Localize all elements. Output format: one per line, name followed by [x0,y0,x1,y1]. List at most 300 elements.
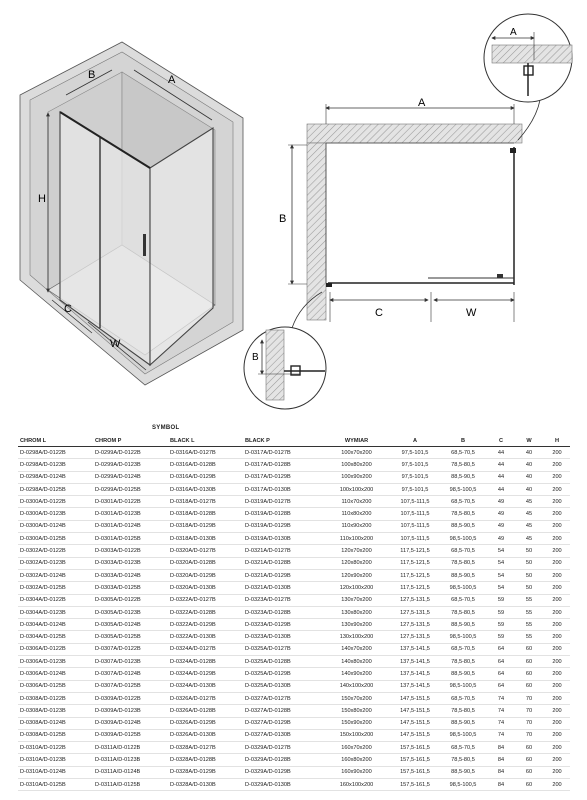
table-cell: 157,5-161,5 [390,742,438,754]
table-cell: 200 [542,717,570,729]
table-cell: 137,5-141,5 [390,680,438,692]
table-cell: 45 [514,533,542,545]
iso-label-c: C [64,303,72,315]
table-cell: 200 [542,729,570,741]
table-cell: 200 [542,606,570,618]
table-cell: D-0306A/D-0125B [18,680,93,692]
door-handle-icon [143,234,146,256]
table-row [18,496,570,508]
table-cell: 150x90x200 [321,717,390,729]
table-cell: D-0304A/D-0125B [18,631,93,643]
table-cell: D-0326A/D-0130B [168,729,243,741]
table-cell: 88,5-90,5 [438,766,486,778]
iso-label-a: A [168,74,176,86]
table-cell: D-0323A/D-0127B [243,594,321,606]
table-cell: D-0325A/D-0127B [243,643,321,655]
table-cell: 50 [514,545,542,557]
table-cell: 120x70x200 [321,545,390,557]
table-cell: D-0325A/D-0130B [243,680,321,692]
table-cell: 49 [486,508,514,520]
table-cell: 44 [486,447,514,459]
table-cell: D-0322A/D-0128B [168,606,243,618]
table-cell: D-0321A/D-0128B [243,557,321,569]
table-cell: 70 [514,705,542,717]
table-cell: 160x70x200 [321,742,390,754]
table-cell: 127,5-131,5 [390,594,438,606]
table-cell: 200 [542,742,570,754]
table-cell: D-0300A/D-0124B [18,520,93,532]
table-cell: D-0318A/D-0128B [168,508,243,520]
table-cell: 97,5-101,5 [390,459,438,471]
table-cell: D-0303A/D-0122B [93,545,168,557]
table-cell: D-0320A/D-0130B [168,582,243,594]
table-cell: D-0307A/D-0122B [93,643,168,655]
table-cell: D-0319A/D-0127B [243,496,321,508]
table-cell: 60 [514,643,542,655]
table-cell: D-0311A/D-0124B [93,766,168,778]
table-cell: D-0320A/D-0129B [168,569,243,581]
table-cell: 147,5-151,5 [390,692,438,704]
table-cell: 54 [486,557,514,569]
table-row [18,606,570,618]
table-cell: 200 [542,619,570,631]
table-cell: D-0324A/D-0127B [168,643,243,655]
table-cell: D-0299A/D-0122B [93,447,168,459]
table-row [18,582,570,594]
table-cell: D-0310A/D-0125B [18,779,93,791]
table-cell: D-0309A/D-0125B [93,729,168,741]
table-cell: 110x80x200 [321,508,390,520]
iso-label-b: B [88,69,96,81]
table-cell: 60 [514,742,542,754]
table-cell: 45 [514,496,542,508]
table-cell: 117,5-121,5 [390,545,438,557]
table-cell: D-0299A/D-0123B [93,459,168,471]
table-cell: 140x100x200 [321,680,390,692]
table-cell: 60 [514,754,542,766]
table-cell: 49 [486,520,514,532]
table-cell: 140x90x200 [321,668,390,680]
table-cell: 64 [486,643,514,655]
table-cell: 78,5-80,5 [438,459,486,471]
table-cell: D-0329A/D-0129B [243,766,321,778]
plan-label-w: W [466,307,477,319]
table-cell: 157,5-161,5 [390,779,438,791]
table-cell: 157,5-161,5 [390,754,438,766]
table-cell: D-0321A/D-0130B [243,582,321,594]
table-cell: D-0303A/D-0124B [93,569,168,581]
table-cell: D-0302A/D-0124B [18,569,93,581]
table-cell: 127,5-131,5 [390,606,438,618]
table-cell: 98,5-100,5 [438,680,486,692]
table-cell: 70 [514,717,542,729]
table-cell: 40 [514,459,542,471]
table-cell: D-0324A/D-0129B [168,668,243,680]
table-cell: 88,5-90,5 [438,668,486,680]
dimensions-table [18,436,570,791]
plan-label-a: A [418,97,426,109]
table-cell: D-0299A/D-0124B [93,471,168,483]
table-cell: 88,5-90,5 [438,717,486,729]
table-cell: 120x90x200 [321,569,390,581]
table-cell: 200 [542,680,570,692]
table-cell: 98,5-100,5 [438,729,486,741]
table-cell: 68,5-70,5 [438,742,486,754]
table-cell: 137,5-141,5 [390,656,438,668]
table-cell: 84 [486,742,514,754]
table-cell: 130x100x200 [321,631,390,643]
table-cell: D-0317A/D-0130B [243,483,321,495]
table-cell: 40 [514,447,542,459]
table-cell: 55 [514,619,542,631]
table-cell: 200 [542,594,570,606]
table-cell: 100x70x200 [321,447,390,459]
table-cell: 107,5-111,5 [390,508,438,520]
table-cell: 200 [542,582,570,594]
table-cell: D-0317A/D-0127B [243,447,321,459]
table-cell: 84 [486,766,514,778]
table-cell: D-0307A/D-0123B [93,656,168,668]
table-cell: D-0323A/D-0129B [243,619,321,631]
table-cell: D-0322A/D-0130B [168,631,243,643]
table-cell: 55 [514,631,542,643]
table-cell: D-0308A/D-0122B [18,692,93,704]
table-cell: D-0309A/D-0123B [93,705,168,717]
table-cell: D-0309A/D-0122B [93,692,168,704]
table-cell: 44 [486,483,514,495]
table-cell: 54 [486,582,514,594]
table-cell: 78,5-80,5 [438,508,486,520]
table-cell: 78,5-80,5 [438,705,486,717]
table-row [18,754,570,766]
table-cell: D-0328A/D-0128B [168,754,243,766]
table-row [18,668,570,680]
table-cell: 64 [486,656,514,668]
table-cell: D-0306A/D-0123B [18,656,93,668]
table-cell: 137,5-141,5 [390,643,438,655]
table-cell: 49 [486,533,514,545]
table-cell: 74 [486,717,514,729]
table-cell: D-0318A/D-0127B [168,496,243,508]
table-header-cell: BLACK L [168,436,243,447]
table-cell: 60 [514,680,542,692]
table-cell: 157,5-161,5 [390,766,438,778]
plan-left-wall [307,143,326,320]
table-cell: D-0310A/D-0124B [18,766,93,778]
table-cell: D-0329A/D-0130B [243,779,321,791]
table-cell: D-0305A/D-0124B [93,619,168,631]
table-cell: 130x70x200 [321,594,390,606]
table-cell: D-0303A/D-0125B [93,582,168,594]
plan-label-c: C [375,307,383,319]
plan-view [279,97,522,322]
table-cell: 100x100x200 [321,483,390,495]
table-cell: 200 [542,508,570,520]
table-cell: 120x100x200 [321,582,390,594]
table-cell: D-0316A/D-0130B [168,483,243,495]
table-cell: D-0308A/D-0124B [18,717,93,729]
table-cell: D-0328A/D-0129B [168,766,243,778]
table-row [18,680,570,692]
table-cell: 200 [542,471,570,483]
table-cell: D-0298A/D-0122B [18,447,93,459]
table-cell: D-0298A/D-0124B [18,471,93,483]
table-cell: 200 [542,705,570,717]
table-cell: D-0322A/D-0129B [168,619,243,631]
table-cell: D-0327A/D-0130B [243,729,321,741]
table-cell: 147,5-151,5 [390,729,438,741]
table-cell: 78,5-80,5 [438,656,486,668]
table-cell: D-0307A/D-0124B [93,668,168,680]
table-cell: D-0329A/D-0128B [243,754,321,766]
table-cell: 88,5-90,5 [438,471,486,483]
table-cell: 200 [542,631,570,643]
table-header-cell: BLACK P [243,436,321,447]
table-cell: 55 [514,606,542,618]
table-cell: D-0301A/D-0124B [93,520,168,532]
table-cell: 97,5-101,5 [390,447,438,459]
table-cell: D-0317A/D-0129B [243,471,321,483]
table-cell: 68,5-70,5 [438,496,486,508]
table-row [18,779,570,791]
table-cell: 117,5-121,5 [390,569,438,581]
table-cell: D-0299A/D-0125B [93,483,168,495]
table-header-cell: H [542,436,570,447]
table-body [18,447,570,791]
table-row [18,545,570,557]
table-cell: 98,5-100,5 [438,533,486,545]
table-cell: 60 [514,779,542,791]
table-cell: D-0311A/D-0125B [93,779,168,791]
table-cell: 200 [542,643,570,655]
table-header-cell: B [438,436,486,447]
table-cell: 200 [542,766,570,778]
table-cell: D-0324A/D-0128B [168,656,243,668]
table-cell: 160x90x200 [321,766,390,778]
table-cell: 110x90x200 [321,520,390,532]
table-cell: D-0305A/D-0122B [93,594,168,606]
table-cell: 59 [486,594,514,606]
table-cell: 98,5-100,5 [438,779,486,791]
table-cell: D-0308A/D-0125B [18,729,93,741]
table-row [18,656,570,668]
table-cell: 40 [514,471,542,483]
table-cell: 150x70x200 [321,692,390,704]
table-cell: D-0326A/D-0128B [168,705,243,717]
table-cell: 107,5-111,5 [390,496,438,508]
table-cell: 59 [486,606,514,618]
table-cell: D-0306A/D-0124B [18,668,93,680]
table-cell: 50 [514,569,542,581]
table-header-cell: W [514,436,542,447]
table-cell: 68,5-70,5 [438,545,486,557]
table-cell: D-0321A/D-0127B [243,545,321,557]
detail-bottom-label-b: B [252,352,259,363]
table-cell: 78,5-80,5 [438,557,486,569]
table-row [18,557,570,569]
table-cell: D-0302A/D-0122B [18,545,93,557]
table-cell: 97,5-101,5 [390,483,438,495]
table-header-cell: CHROM L [18,436,93,447]
table-cell: 64 [486,680,514,692]
table-row [18,619,570,631]
iso-label-w: W [110,338,121,350]
table-cell: 78,5-80,5 [438,606,486,618]
table-cell: D-0323A/D-0128B [243,606,321,618]
table-cell: D-0327A/D-0128B [243,705,321,717]
plan-top-wall [307,124,522,143]
table-cell: D-0310A/D-0122B [18,742,93,754]
table-cell: 40 [514,483,542,495]
table-cell: D-0328A/D-0130B [168,779,243,791]
table-cell: D-0316A/D-0127B [168,447,243,459]
table-cell: 44 [486,459,514,471]
table-cell: 120x80x200 [321,557,390,569]
table-row [18,729,570,741]
table-cell: 200 [542,557,570,569]
table-row [18,483,570,495]
table-cell: D-0305A/D-0125B [93,631,168,643]
table-cell: D-0319A/D-0129B [243,520,321,532]
table-cell: 55 [514,594,542,606]
table-cell: D-0307A/D-0125B [93,680,168,692]
table-cell: D-0308A/D-0123B [18,705,93,717]
table-row [18,594,570,606]
table-cell: D-0300A/D-0122B [18,496,93,508]
table-cell: 200 [542,520,570,532]
table-cell: 88,5-90,5 [438,569,486,581]
table-header-cell: WYMIAR [321,436,390,447]
table-cell: 200 [542,656,570,668]
table-cell: D-0327A/D-0129B [243,717,321,729]
table-cell: 98,5-100,5 [438,582,486,594]
table-cell: 68,5-70,5 [438,594,486,606]
table-cell: D-0322A/D-0127B [168,594,243,606]
table-cell: D-0321A/D-0129B [243,569,321,581]
table-cell: 84 [486,779,514,791]
table-cell: 117,5-121,5 [390,582,438,594]
table-cell: D-0318A/D-0129B [168,520,243,532]
table-cell: D-0325A/D-0128B [243,656,321,668]
table-cell: 68,5-70,5 [438,692,486,704]
table-cell: 59 [486,619,514,631]
table-row [18,569,570,581]
table-cell: D-0304A/D-0123B [18,606,93,618]
table-row [18,508,570,520]
table-cell: 200 [542,569,570,581]
table-cell: 100x90x200 [321,471,390,483]
table-cell: D-0323A/D-0130B [243,631,321,643]
table-row [18,631,570,643]
table-row [18,766,570,778]
table-cell: D-0326A/D-0129B [168,717,243,729]
table-cell: D-0319A/D-0128B [243,508,321,520]
table-cell: 160x80x200 [321,754,390,766]
table-cell: 64 [486,668,514,680]
table-cell: D-0329A/D-0127B [243,742,321,754]
table-cell: 68,5-70,5 [438,447,486,459]
table-row [18,717,570,729]
table-row [18,742,570,754]
table-header-cell: A [390,436,438,447]
table-cell: 200 [542,692,570,704]
table-cell: 110x70x200 [321,496,390,508]
table-row [18,447,570,459]
table-cell: 110x100x200 [321,533,390,545]
table-cell: 140x70x200 [321,643,390,655]
table-cell: 150x100x200 [321,729,390,741]
table-cell: D-0325A/D-0129B [243,668,321,680]
table-cell: 54 [486,545,514,557]
table-cell: 200 [542,545,570,557]
table-cell: 74 [486,729,514,741]
dimensions-table-wrap [18,436,570,791]
table-cell: 200 [542,496,570,508]
table-cell: 54 [486,569,514,581]
table-row [18,471,570,483]
table-cell: 88,5-90,5 [438,619,486,631]
table-cell: 84 [486,754,514,766]
table-row [18,705,570,717]
table-cell: 117,5-121,5 [390,557,438,569]
table-cell: 160x100x200 [321,779,390,791]
table-cell: D-0300A/D-0123B [18,508,93,520]
table-cell: 74 [486,692,514,704]
table-cell: 200 [542,779,570,791]
table-cell: 60 [514,656,542,668]
table-cell: D-0305A/D-0123B [93,606,168,618]
table-cell: D-0298A/D-0125B [18,483,93,495]
table-cell: 200 [542,483,570,495]
table-cell: D-0317A/D-0128B [243,459,321,471]
table-cell: D-0311A/D-0123B [93,754,168,766]
table-cell: 50 [514,582,542,594]
table-cell: 107,5-111,5 [390,520,438,532]
table-cell: 150x80x200 [321,705,390,717]
table-cell: 140x80x200 [321,656,390,668]
table-cell: D-0304A/D-0122B [18,594,93,606]
table-cell: D-0302A/D-0123B [18,557,93,569]
table-cell: 200 [542,533,570,545]
table-cell: 200 [542,754,570,766]
table-header-cell: C [486,436,514,447]
table-cell: D-0324A/D-0130B [168,680,243,692]
table-cell: 127,5-131,5 [390,631,438,643]
table-cell: 147,5-151,5 [390,717,438,729]
table-cell: 50 [514,557,542,569]
table-cell: D-0318A/D-0130B [168,533,243,545]
table-cell: D-0319A/D-0130B [243,533,321,545]
table-cell: D-0301A/D-0122B [93,496,168,508]
table-cell: D-0300A/D-0125B [18,533,93,545]
table-cell: D-0301A/D-0123B [93,508,168,520]
table-cell: D-0301A/D-0125B [93,533,168,545]
table-cell: D-0302A/D-0125B [18,582,93,594]
table-cell: D-0306A/D-0122B [18,643,93,655]
table-cell: D-0320A/D-0127B [168,545,243,557]
symbol-heading: SYMBOL [152,425,180,431]
table-cell: D-0326A/D-0127B [168,692,243,704]
table-header-cell: CHROM P [93,436,168,447]
table-cell: D-0303A/D-0123B [93,557,168,569]
table-cell: 88,5-90,5 [438,520,486,532]
table-cell: 100x80x200 [321,459,390,471]
table-cell: D-0316A/D-0129B [168,471,243,483]
table-cell: 49 [486,496,514,508]
table-row [18,692,570,704]
table-cell: D-0298A/D-0123B [18,459,93,471]
table-cell: 44 [486,471,514,483]
